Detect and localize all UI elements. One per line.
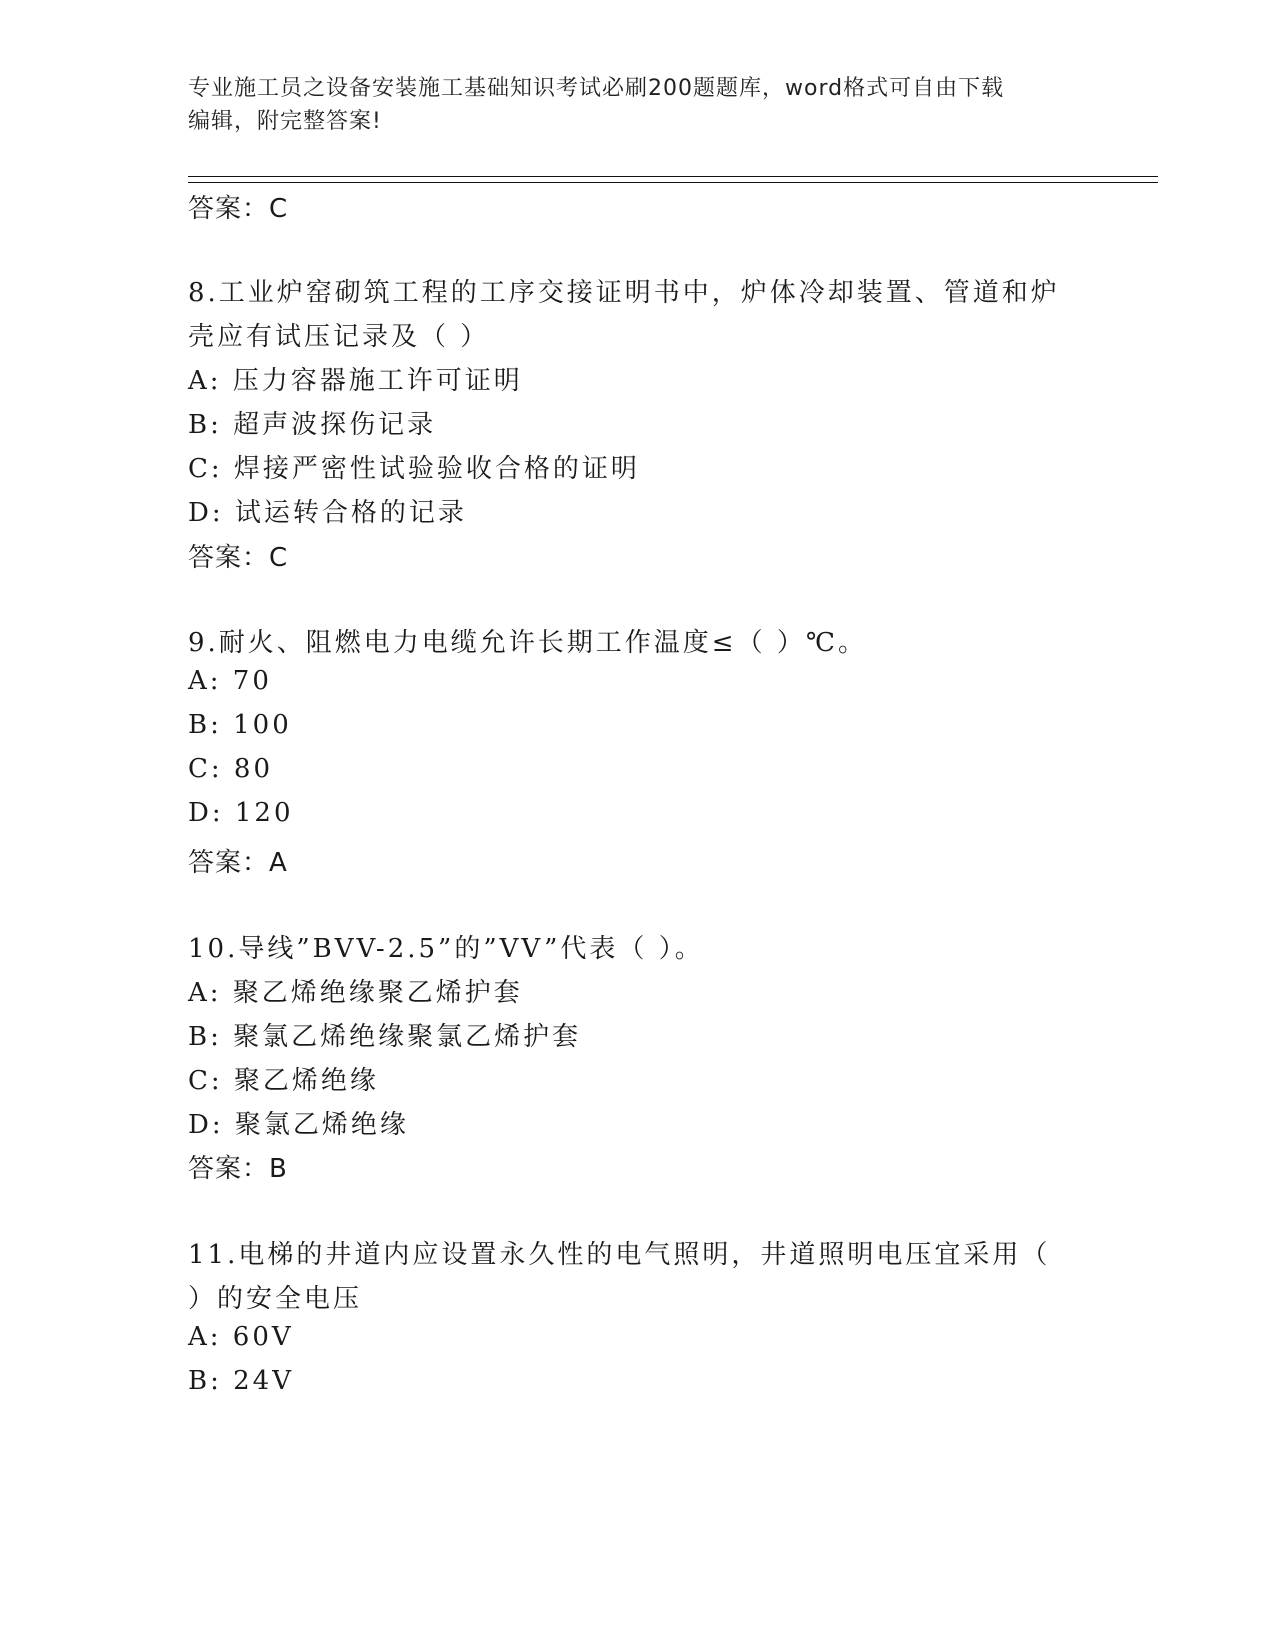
previous-answer: 答案：C [188,194,289,224]
question-10-answer: 答案：B [188,1154,288,1184]
question-11-option-a: A: 60V [188,1322,294,1352]
question-8-stem-line-1: 8.工业炉窑砌筑工程的工序交接证明书中，炉体冷却装置、管道和炉 [188,278,1060,308]
question-9-answer: 答案：A [188,848,288,878]
question-10-stem: 10.导线”BVV-2.5”的”VV”代表（ ）。 [188,934,704,964]
question-10-option-c: C: 聚乙烯绝缘 [188,1066,379,1096]
question-9-stem: 9.耐火、阻燃电力电缆允许长期工作温度≤（ ）℃。 [188,628,867,658]
question-9-option-a: A: 70 [188,666,272,696]
question-11-stem-line-1: 11.电梯的井道内应设置永久性的电气照明，井道照明电压宜采用（ [188,1240,1051,1270]
question-8-option-c: C: 焊接严密性试验验收合格的证明 [188,454,640,484]
question-9-option-d: D: 120 [188,798,294,828]
header-line-1: 专业施工员之设备安装施工基础知识考试必刷200题题库，word格式可自由下载 [188,76,1005,101]
question-8-option-b: B: 超声波探伤记录 [188,410,437,440]
question-10-option-d: D: 聚氯乙烯绝缘 [188,1110,409,1140]
question-11-option-b: B: 24V [188,1366,294,1396]
question-11-stem-line-2: ）的安全电压 [188,1284,363,1314]
header-rule-top [188,176,1158,177]
question-8-option-d: D: 试运转合格的记录 [188,498,467,528]
question-8-stem-line-2: 壳应有试压记录及（ ） [188,322,490,352]
question-10-option-b: B: 聚氯乙烯绝缘聚氯乙烯护套 [188,1022,582,1052]
question-8-option-a: A: 压力容器施工许可证明 [188,366,523,396]
question-9-option-b: B: 100 [188,710,292,740]
question-8-answer: 答案：C [188,543,289,573]
document-header [188,72,1068,138]
header-rule-bottom [188,182,1158,183]
question-10-option-a: A: 聚乙烯绝缘聚乙烯护套 [188,978,523,1008]
header-line-2: 编辑，附完整答案! [188,109,382,134]
question-9-option-c: C: 80 [188,754,274,784]
